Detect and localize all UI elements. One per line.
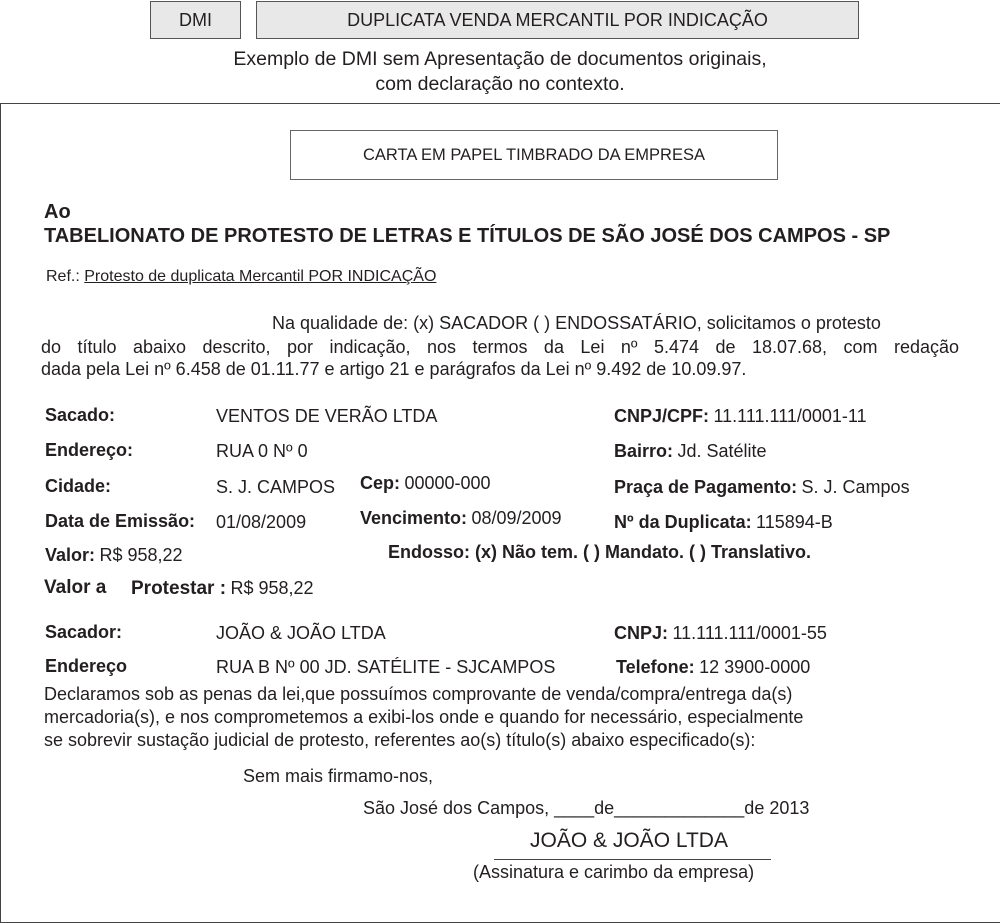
addressee: TABELIONATO DE PROTESTO DE LETRAS E TÍTULOS DE SÃO JOSÉ DOS CAMPOS - SP xyxy=(44,225,891,247)
cnpj-cpf-label: CNPJ/CPF: xyxy=(614,406,710,426)
telefone-label: Telefone: xyxy=(616,657,695,677)
sacado-label: Sacado: xyxy=(45,405,116,425)
sacado-cnpj xyxy=(614,406,867,427)
bairro xyxy=(614,441,767,462)
cep-value: 00000-000 xyxy=(404,473,491,493)
declaration-line-1: Declaramos sob as penas da lei,que possuímos comprovante de venda/compra/entrega da(s) xyxy=(44,684,793,704)
praca-label: Praça de Pagamento: xyxy=(614,477,798,497)
valor-value: R$ 958,22 xyxy=(99,545,183,565)
subtitle-line-2: com declaração no contexto. xyxy=(375,73,625,95)
cnpj-cpf-value: 11.111.111/0001-11 xyxy=(713,406,867,426)
cep-label: Cep: xyxy=(360,473,400,493)
declaration-line-3: se sobrevir sustação judicial de protesto, referentes ao(s) título(s) abaixo especificado(s): xyxy=(44,730,756,750)
telefone-value: 12 3900-0000 xyxy=(699,657,811,677)
intro-line-1: Na qualidade de: (x) SACADOR ( ) ENDOSSATÁRIO, solicitamos o protesto xyxy=(272,313,881,333)
sacador-cnpj-value: 11.111.111/0001-55 xyxy=(672,623,827,643)
sacado-value: VENTOS DE VERÃO LTDA xyxy=(216,406,438,426)
cidade-label: Cidade: xyxy=(45,476,112,496)
valor xyxy=(45,545,183,566)
praca-pagamento xyxy=(614,477,910,498)
duplicata-label: Nº da Duplicata: xyxy=(614,512,752,532)
signature-line xyxy=(494,859,771,860)
numero-duplicata xyxy=(614,512,833,533)
duplicata-value: 115894-B xyxy=(756,512,833,532)
letterhead-label: CARTA EM PAPEL TIMBRADO DA EMPRESA xyxy=(362,145,705,164)
declaration-line-2: mercadoria(s), e nos comprometemos a exibi-los onde e quando for necessário, especialmente xyxy=(44,707,804,727)
cep xyxy=(360,473,491,494)
endereco-value: RUA 0 Nº 0 xyxy=(216,441,308,461)
place-date: São José dos Campos, ____de_____________de 2013 xyxy=(363,798,810,818)
ref-text: Protesto de duplicata Mercantil POR INDICAÇÃO xyxy=(84,268,437,285)
valor-label: Valor: xyxy=(45,545,96,565)
emissao-label: Data de Emissão: xyxy=(45,511,196,531)
intro-line-2: do título abaixo descrito, por indicação, nos termos da Lei nº 5.474 de 18.07.68, com redação xyxy=(41,337,959,357)
reference xyxy=(46,268,436,286)
document-type-tab: DUPLICATA VENDA MERCANTIL POR INDICAÇÃO xyxy=(256,1,859,39)
vencimento-label: Vencimento: xyxy=(360,508,468,528)
valor-protestar-label-a: Valor a xyxy=(44,577,107,598)
dmi-tab: DMI xyxy=(150,1,241,39)
endosso: Endosso: (x) Não tem. ( ) Mandato. ( ) Translativo. xyxy=(388,542,812,562)
valor-protestar-b xyxy=(131,578,314,600)
bairro-label: Bairro: xyxy=(614,441,674,461)
farewell: Sem mais firmamo-nos, xyxy=(243,766,434,786)
letterhead-box xyxy=(290,130,778,180)
telefone xyxy=(616,657,810,678)
signature-caption: (Assinatura e carimbo da empresa) xyxy=(473,862,755,882)
subtitle-line-1: Exemplo de DMI sem Apresentação de documentos originais, xyxy=(233,48,767,70)
company-name: JOÃO & JOÃO LTDA xyxy=(530,829,728,852)
valor-protestar xyxy=(44,577,106,599)
sacador-value: JOÃO & JOÃO LTDA xyxy=(216,623,386,643)
vencimento xyxy=(360,508,562,529)
vencimento-value: 08/09/2009 xyxy=(471,508,562,528)
greeting: Ao xyxy=(44,201,71,223)
valor-protestar-value: R$ 958,22 xyxy=(230,578,314,598)
sacador-endereco-value: RUA B Nº 00 JD. SATÉLITE - SJCAMPOS xyxy=(216,657,556,677)
sacador-cnpj-label: CNPJ: xyxy=(614,623,669,643)
cidade-value: S. J. CAMPOS xyxy=(216,477,336,497)
emissao-value: 01/08/2009 xyxy=(216,512,307,532)
ref-label: Ref.: xyxy=(46,268,80,285)
sacador-label: Sacador: xyxy=(45,622,123,642)
sacador-endereco-label: Endereço xyxy=(45,656,128,676)
praca-value: S. J. Campos xyxy=(801,477,910,497)
intro-line-3: dada pela Lei nº 6.458 de 01.11.77 e artigo 21 e parágrafos da Lei nº 9.492 de 10.09.97. xyxy=(41,359,747,379)
bairro-value: Jd. Satélite xyxy=(677,441,767,461)
valor-protestar-label-b: Protestar : xyxy=(131,578,227,599)
sacador-cnpj xyxy=(614,623,827,644)
endereco-label: Endereço: xyxy=(45,440,134,460)
